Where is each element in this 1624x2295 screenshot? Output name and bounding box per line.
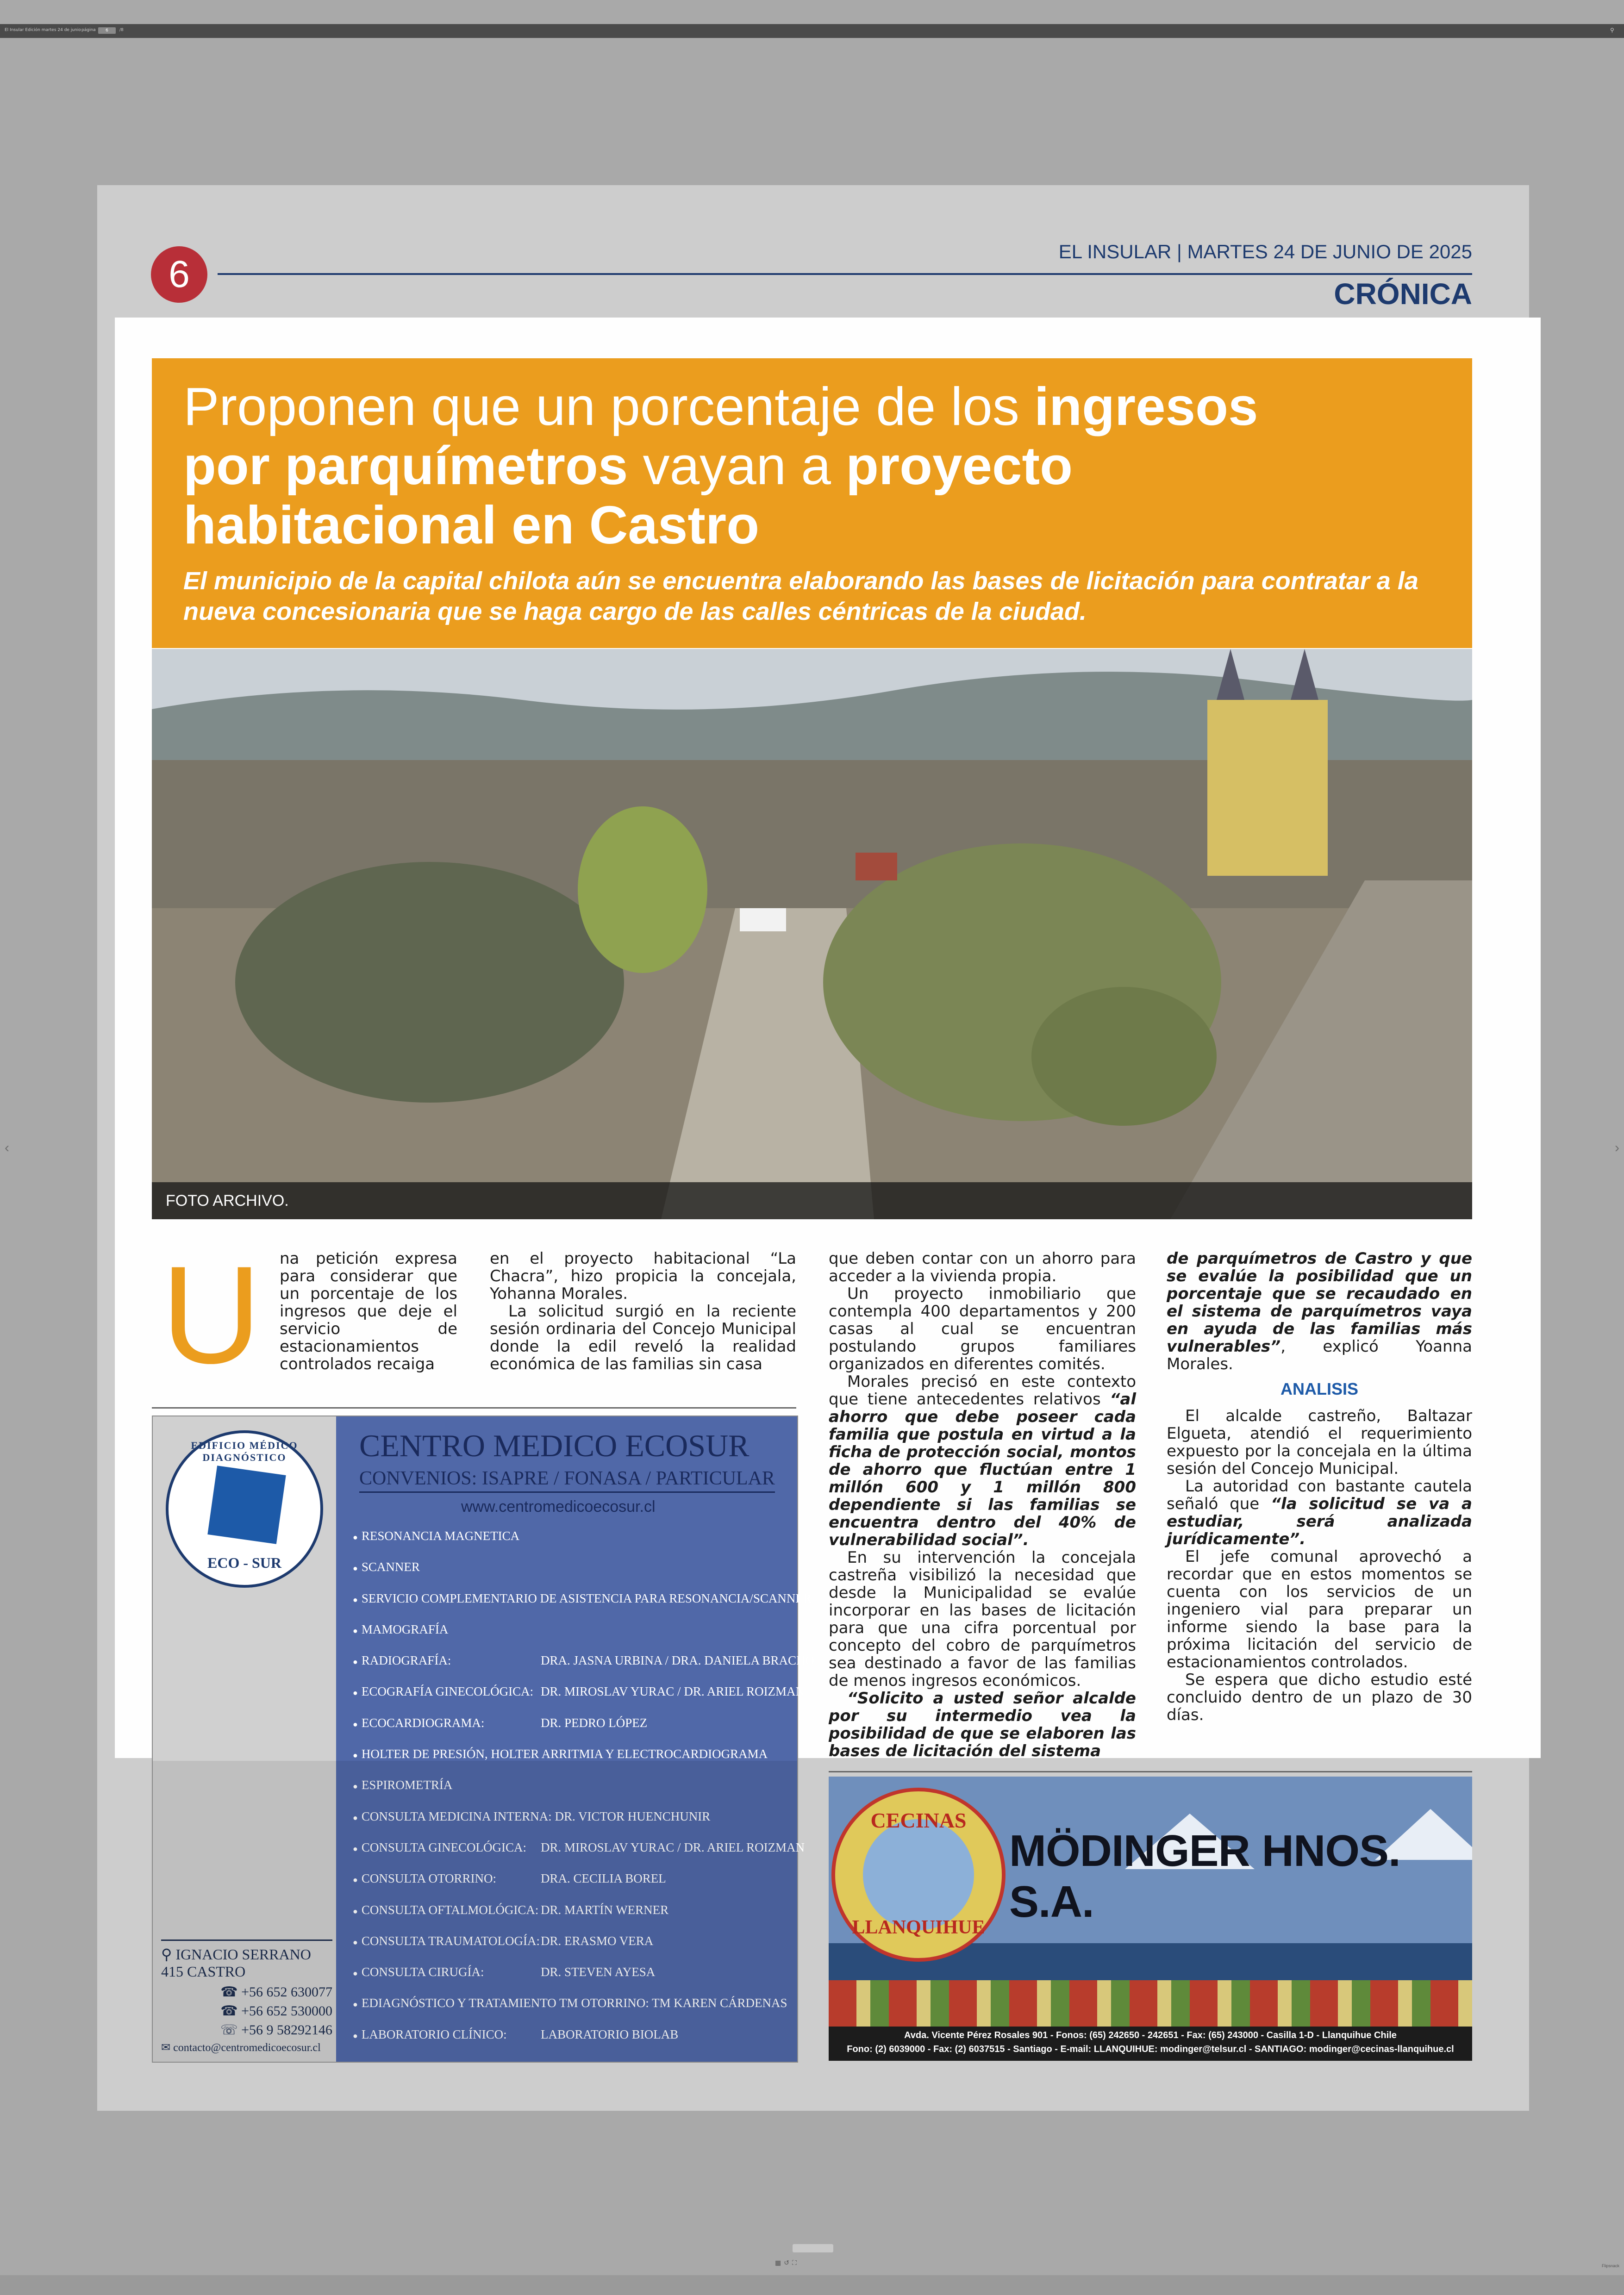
ecosur-left-panel: [153, 1416, 336, 2062]
ecosur-convenios: CONVENIOS: ISAPRE / FONASA / PARTICULAR: [359, 1467, 775, 1493]
photo-caption: FOTO ARCHIVO.: [166, 1192, 289, 1210]
ecosur-services-list: [353, 1527, 815, 2056]
viewer-toolbar: [0, 24, 1624, 38]
article-column-1: [280, 1250, 457, 1373]
ecosur-address: IGNACIO SERRANO 415 CASTRO: [161, 1946, 311, 1980]
drop-cap: U: [161, 1237, 262, 1392]
modinger-footer-line-2: Fono: (2) 6039000 - Fax: (2) 6037515 - Santiago - E-mail: LLANQUIHUE: modinger@telsur.cl - SANTIAGO: modinger@cecinas-llanquihue.cl: [847, 2044, 1454, 2054]
quote-paragraph: “Solicito a usted señor alcalde por su intermedio vea la posibilidad de que se elaboren las bases de licitación del sistema: [829, 1689, 1136, 1760]
service-item: ● MAMOGRAFÍA: [353, 1620, 788, 1651]
document-title: El Insular Edición martes 24 de junio: [5, 28, 81, 32]
ecosur-right-panel: [336, 1416, 815, 2062]
service-item: ● SCANNER: [353, 1558, 788, 1589]
paragraph: Se espera que dicho estudio esté concluido dentro de un plazo de 30 días.: [1167, 1671, 1472, 1724]
paragraph: Un proyecto inmobiliario que contempla 400 departamentos y 200 casas al cual se encuentran postulando grupos familiares organizados en diferentes comités.: [829, 1285, 1136, 1373]
town-square-photo: [152, 649, 1472, 1219]
service-item: ● LABORATORIO CLÍNICO: LABORATORIO BIOLAB: [353, 2025, 788, 2056]
ad-divider: [829, 1771, 1472, 1772]
powered-by-label[interactable]: Flipsnack: [1601, 2264, 1619, 2268]
ecosur-contact: [161, 1940, 332, 2054]
header-rule: [218, 273, 1472, 275]
masthead: EL INSULAR | MARTES 24 DE JUNIO DE 2025: [1058, 241, 1472, 262]
modinger-advertisement: [829, 1777, 1472, 2061]
service-item: ● ESPIROMETRÍA: [353, 1776, 788, 1807]
phone-icon: ☎: [220, 2003, 242, 2019]
ecosur-email: contacto@centromedicoecosur.cl: [173, 2042, 321, 2054]
zoom-indicator[interactable]: [793, 2244, 833, 2252]
prev-page-button[interactable]: ‹: [5, 1140, 9, 1155]
paragraph: que deben contar con un ahorro para acceder a la vivienda propia.: [829, 1249, 1136, 1285]
service-item: ● ECOGRAFÍA GINECOLÓGICA: DR. MIROSLAV YURAC / DR. ARIEL ROIZMAN: [353, 1682, 788, 1713]
cecinas-llanquihue-logo: CECINAS LLANQUIHUE: [831, 1788, 1006, 1962]
modinger-footer: [829, 2027, 1472, 2061]
paragraph: El alcalde castreño, Baltazar Elgueta, atendió el requerimiento expuesto por la concejala en la última sesión del Concejo Municipal.: [1167, 1407, 1472, 1478]
page-label: página: [81, 28, 96, 32]
subhead-analisis: ANALISIS: [1280, 1379, 1358, 1398]
phone-icon: ☎: [220, 1984, 242, 2000]
headline-box: [152, 358, 1472, 648]
paragraph: na petición expresa para considerar que un porcentaje de los ingresos que deje el servicio de estacionamientos controlados recaiga: [280, 1249, 457, 1373]
service-item: ● SERVICIO COMPLEMENTARIO DE ASISTENCIA PARA RESONANCIA/SCANNER: [353, 1589, 788, 1620]
article-column-2: [490, 1250, 796, 1373]
service-item: ● CONSULTA TRAUMATOLOGÍA: DR. ERASMO VERA: [353, 1932, 788, 1963]
service-item: ● CONSULTA GINECOLÓGICA: DR. MIROSLAV YURAC / DR. ARIEL ROIZMAN: [353, 1838, 788, 1869]
service-item: ● ECOCARDIOGRAMA: DR. PEDRO LÓPEZ: [353, 1714, 788, 1745]
deck-subtitle: El municipio de la capital chilota aún se encuentra elaborando las bases de licitación para contratar a la nueva concesionaria que se haga cargo de las calles céntricas de la ciudad.: [183, 567, 1418, 625]
ad-houses: [829, 1980, 1472, 2027]
globe-icon: [207, 1466, 286, 1544]
photo-caption-bar: [152, 1182, 1472, 1219]
ecosur-seal-logo: EDIFICIO MÉDICO DIAGNÓSTICO ECO - SUR: [166, 1430, 323, 1588]
fullscreen-icon[interactable]: ⛶: [792, 2259, 800, 2266]
viewer-bottom-bar: [0, 2275, 1624, 2295]
paragraph: de parquímetros de Castro y que se evalúe la posibilidad que un porcentaje que se recaudado en el sistema de parquímetros vaya en ayuda de las familias más vulnerables”, explicó Yoanna Morales.: [1167, 1249, 1472, 1373]
landscape-icon: [863, 1819, 974, 1930]
modinger-company-name: MÖDINGER HNOS. S.A.: [1009, 1826, 1400, 1927]
email-icon: ✉: [161, 2042, 174, 2054]
page-number-badge: 6: [151, 246, 207, 303]
paragraph: En su intervención la concejala castreña visibilizó la necesidad que desde la Municipalidad se evalúe incorporar en las bases de licitación para que una cifra porcentual por concepto del cobro de parquímetros sea destinado a favor de las familias de menos ingresos económicos.: [829, 1548, 1136, 1690]
service-item: ● RESONANCIA MAGNETICA: [353, 1527, 788, 1558]
ecosur-advertisement: [152, 1416, 815, 2063]
article-column-4: [1167, 1250, 1472, 1724]
viewer-bottom-controls: [775, 2259, 800, 2267]
section-title: CRÓNICA: [1334, 277, 1472, 311]
paragraph: El jefe comunal aprovechó a recordar que en estos momentos se cuenta con los servicios de un ingeniero vial para preparar un informe siendo la base para la próxima licitación del servicio de estacionamientos controlados.: [1167, 1547, 1472, 1671]
article-column-3: [829, 1250, 1136, 1760]
paragraph: La solicitud surgió en la reciente sesión ordinaria del Concejo Municipal donde la edil reveló la realidad económica de las familias sin casa: [490, 1302, 796, 1373]
ecosur-phone-2: +56 652 530000: [241, 2003, 332, 2019]
paragraph: Morales precisó en este contexto que tiene antecedentes relativos “al ahorro que debe poseer cada familia que postula en virtud a la ficha de protección social, montos de ahorro que fluctúan entre 1 millón 600 y 1 millón 800 dependiente si las familias se encuentra dentro del 40% de vulnerabilidad social”.: [829, 1372, 1136, 1549]
service-item: ● RADIOGRAFÍA: DRA. JASNA URBINA / DRA. DANIELA BRACHO: [353, 1651, 788, 1682]
next-page-button[interactable]: ›: [1615, 1140, 1619, 1155]
ecosur-whatsapp: +56 9 58292146: [241, 2022, 332, 2038]
whatsapp-icon: ☏: [220, 2022, 242, 2038]
ecosur-phone-1: +56 652 630077: [241, 1984, 332, 2000]
ecosur-title: CENTRO MEDICO ECOSUR: [359, 1428, 750, 1463]
grid-view-icon[interactable]: ▦: [775, 2259, 784, 2266]
service-item: ● CONSULTA CIRUGÍA: DR. STEVEN AYESA: [353, 1963, 788, 1994]
service-item: ● CONSULTA OTORRINO: DRA. CECILIA BOREL: [353, 1869, 788, 1900]
location-pin-icon: ⚲: [161, 1946, 176, 1963]
service-item: ● EDIAGNÓSTICO Y TRATAMIENTO TM OTORRINO: TM KAREN CÁRDENAS: [353, 1994, 788, 2025]
paragraph: en el proyecto habitacional “La Chacra”, hizo propicia la concejala, Yohanna Morales.: [490, 1249, 796, 1303]
ecosur-website: www.centromedicoecosur.cl: [461, 1498, 656, 1515]
headline: Proponen que un porcentaje de los ingresos por parquímetros vayan a proyecto habitacional en Castro: [183, 376, 1258, 555]
article-photo: [152, 649, 1472, 1219]
page-total: /8: [119, 28, 124, 32]
share-icon[interactable]: ↺: [784, 2259, 792, 2266]
service-item: ● CONSULTA MEDICINA INTERNA: DR. VICTOR HUENCHUNIR: [353, 1807, 788, 1838]
paragraph: La autoridad con bastante cautela señaló que “la solicitud se va a estudiar, será analizada jurídicamente”.: [1167, 1477, 1473, 1548]
search-icon[interactable]: ⚲: [1610, 27, 1614, 33]
page-number-input[interactable]: 6: [98, 27, 116, 34]
modinger-footer-line-1: Avda. Vicente Pérez Rosales 901 - Fonos: (65) 242650 - 242651 - Fax: (65) 243000 - Casilla 1-D - Llanquihue Chile: [904, 2030, 1397, 2040]
service-item: ● CONSULTA OFTALMOLÓGICA: DR. MARTÍN WERNER: [353, 1901, 788, 1932]
ad-divider: [152, 1407, 796, 1409]
service-item: ● HOLTER DE PRESIÓN, HOLTER ARRITMIA Y ELECTROCARDIOGRAMA: [353, 1745, 788, 1776]
